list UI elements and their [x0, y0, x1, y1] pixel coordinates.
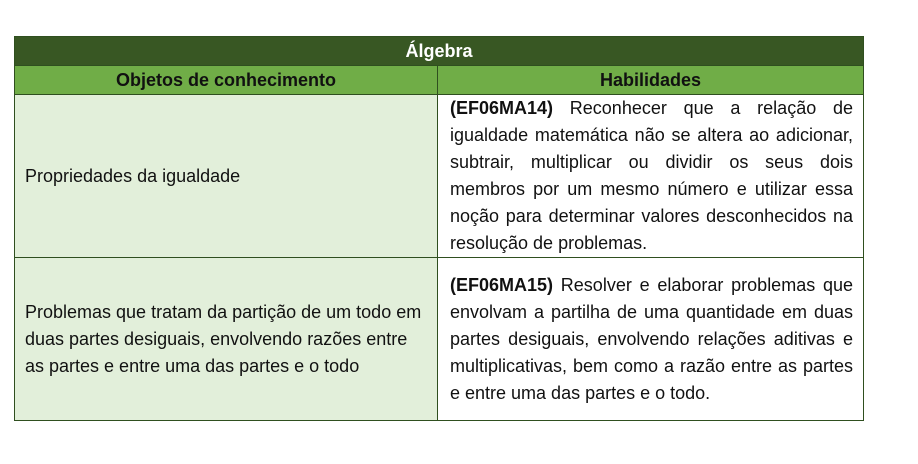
- habilidade-text: Reconhecer que a relação de igualdade matemática não se altera ao adicionar, subtrair, multiplicar ou dividir os seus dois membros por um mesmo número e utilizar essa noção para determinar valores desconhecidos na resolução de problemas.: [450, 98, 853, 253]
- table-title: Álgebra: [15, 37, 864, 66]
- bncc-table-container: [14, 36, 863, 421]
- column-header-objetos: Objetos de conhecimento: [15, 66, 438, 95]
- objeto-cell: Propriedades da igualdade: [15, 95, 438, 258]
- table-header-row: [15, 66, 864, 95]
- table-row: [15, 258, 864, 421]
- habilidade-code: (EF06MA14): [450, 98, 554, 118]
- objeto-cell: Problemas que tratam da partição de um todo em duas partes desiguais, envolvendo razões entre as partes e entre uma das partes e o todo: [15, 258, 438, 421]
- table-row: [15, 95, 864, 258]
- column-header-habilidades: Habilidades: [438, 66, 864, 95]
- table-title-row: [15, 37, 864, 66]
- habilidade-code: (EF06MA15): [450, 274, 554, 295]
- habilidade-text: Resolver e elaborar problemas que envolvam a partilha de uma quantidade em duas partes desiguais, envolvendo relações aditivas e multiplicativas, bem como a razão entre as partes e entre uma das partes e o todo.: [450, 274, 853, 403]
- habilidade-cell: [438, 95, 864, 258]
- bncc-algebra-table: [14, 36, 864, 421]
- habilidade-cell: [438, 258, 864, 421]
